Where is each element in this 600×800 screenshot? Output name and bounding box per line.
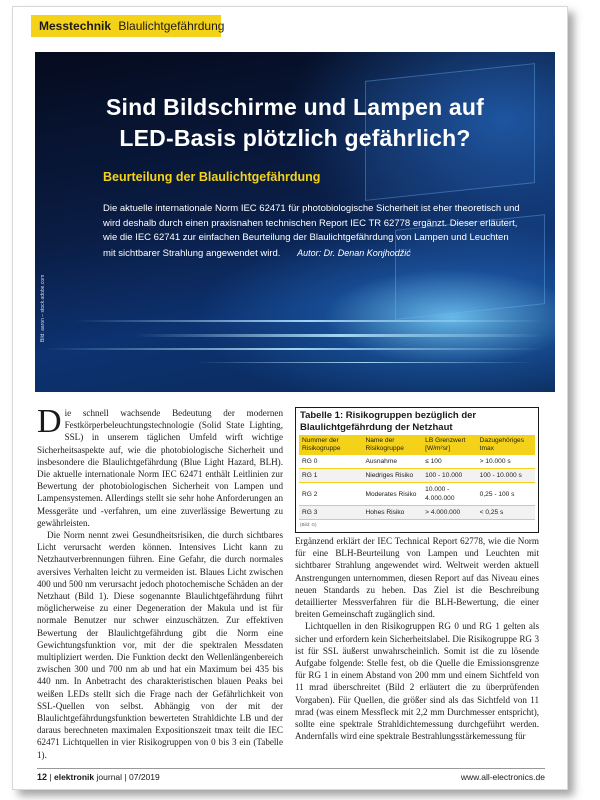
article-author: Autor: Dr. Denan Konjhodžić xyxy=(297,247,411,258)
table-cell: Hohes Risiko xyxy=(362,506,422,520)
column-header: Nummer der Risikogruppe xyxy=(299,435,362,455)
paragraph: Ergänzend erklärt der IEC Technical Report 62778, wie die Norm für eine BLH-Beurteilung von Lampen und Leuchten mit sichtbarer Strahlung angewendet wird. Weltweit werden aktuell Anstrengungen unternommen, diesen Report auf das Niveau eines neuen Standards zu heben. Das Ziel ist die Beschreibung detaillierter Messverfahren für die BLH-Bewertung, die einer breiten Gemeinschaft zugänglich sind. xyxy=(295,536,539,620)
hero-light-streak xyxy=(135,334,545,337)
hero-light-streak xyxy=(45,348,545,350)
table-row xyxy=(299,469,535,483)
section-tab xyxy=(31,15,225,37)
paragraph: Lichtquellen in den Risikogruppen RG 0 und RG 1 gelten als sicher und erfordern kein Sicherheitslabel. Die Risikogruppe RG 3 ist für SSL äußerst unwahrscheinlich. Somit ist die zu lösende Aufgabe folgende: Stelle fest, ob die Quelle die Emissionsgrenze für RG 1 in einem Abstand von 200 mm und einem Sichtfeld von 11 mrad überschreitet (Bild 2 erläutert die zu überprüfenden Vorgaben). Für Quellen, die größer sind als das Sichtfeld von 11 mrad (was einem Messfleck mit 2,2 mm Durchmesser entspricht), sollte eine spektrale Strahldichtemessung durchgeführt werden. Andernfalls wird eine spektrale Bestrahlungsstärkemessung für xyxy=(295,621,539,742)
table-caption: Tabelle 1: Risikogruppen bezüglich der Blaulichtgefährdung der Netzhaut xyxy=(300,410,477,433)
paragraph: Die Norm nennt zwei Gesundheitsrisiken, die durch sichtbares Licht verursacht werden können. Intensives Licht kann zu Netzhautverbrennungen führen. Eine Gefahr, die durch normales aversives Verhalten leicht zu vermeiden ist. Blaues Licht zwischen 400 und 500 nm verursacht jedoch photochemische Schäden an der Netzhaut (Bild 1). Diese sogenannte Blaulichtgefährdung führt möglicherweise zu einer Degeneration der Makula und ist für normale Benutzer nur schwer einzuschätzen. Zur effektiven Bewertung der Blaulichtgefährdung gibt die Norm eine Gewichtungsfunktion vor, mit der die spektralen Messdaten multipliziert werden. Die Funktion deckt den Wellenlängenbereich zwischen 300 und 700 nm ab und hat ein Maximum bei 435 bis 440 nm. In Anbetracht des charakteristischen blauen Peaks bei weißen LEDs stellt sich die Frage nach der Gefährlichkeit von SSL-Quellen von selbst. Abhängig von der mit der Blaulichtgefährdungsfunktion bewerteten Strahldichte LB und der daraus berechneten maximalen Expositionszeit tmax teilt die IEC 62471 Lichtquellen in vier Risikogruppen von 0 bis 3 ein (Tabelle 1). xyxy=(37,530,283,760)
table-cell: RG 3 xyxy=(299,506,362,520)
table-cell: ≤ 100 xyxy=(422,455,476,469)
table-cell: RG 2 xyxy=(299,483,362,506)
table-header-row xyxy=(299,435,535,455)
table-cell: 10.000 - 4.000.000 xyxy=(422,483,476,506)
table-cell: Ausnahme xyxy=(362,455,422,469)
footer-left: 12 | elektronik journal | 07/2019 xyxy=(37,772,160,782)
body-column-left xyxy=(37,403,283,761)
magazine-brand: elektronik xyxy=(53,772,95,782)
paragraph: Die schnell wachsende Bedeutung der modernen Festkörperbeleuchtungstechnologie (Solid State Lighting, SSL) in unserem täglichen Umfeld wirft wichtige Sicherheitsaspekte auf, wie die photobiologische Sicherheit und insbesondere die Blaulichtgefährdung (Blue Light Hazard, BLH). Die aktuelle internationale Norm IEC 62471 enthält Leitlinien zur Bewertung der photobiologischen Sicherheit von Lampen und Lampensystemen. Allerdings stellt sie sehr hohe Anforderungen an Messgeräte und -verfahren, um eine zuverlässige Bewertung zu gewährleisten. xyxy=(37,403,283,528)
table-row xyxy=(299,483,535,506)
table-cell: Moderates Risiko xyxy=(362,483,422,506)
risk-group-table xyxy=(295,407,539,533)
section-topic: Blaulichtgefährdung xyxy=(118,19,225,33)
issue-number: 07/2019 xyxy=(129,772,160,782)
column-header: LB Grenzwert [W/m²sr] xyxy=(422,435,476,455)
table-cell: RG 0 xyxy=(299,455,362,469)
magazine-page xyxy=(12,6,568,790)
image-credit: Bild: aaron – stock.adobe.com xyxy=(40,274,46,342)
table-cell: 0,25 - 100 s xyxy=(477,483,535,506)
section-name: Messtechnik xyxy=(39,19,112,33)
table-cell: RG 1 xyxy=(299,469,362,483)
article-title: Sind Bildschirme und Lampen auf LED-Basis plötzlich gefährlich? xyxy=(105,94,485,151)
table-cell: Niedriges Risiko xyxy=(362,469,422,483)
table xyxy=(299,435,535,520)
article-subtitle: Beurteilung der Blaulichtgefährdung xyxy=(103,170,321,184)
table-cell: > 4.000.000 xyxy=(422,506,476,520)
hero-light-streak xyxy=(195,362,535,363)
column-header: Name der Risikogruppe xyxy=(362,435,422,455)
page-footer xyxy=(37,768,545,784)
table-cell: < 0,25 s xyxy=(477,506,535,520)
table-cell: 100 - 10.000 xyxy=(422,469,476,483)
table-cell: 100 - 10.000 s xyxy=(477,469,535,483)
column-header: Dazugehöriges tmax xyxy=(477,435,535,455)
hero-light-streak xyxy=(75,320,545,322)
website-url[interactable]: www.all-electronics.de xyxy=(460,772,545,782)
hero-image xyxy=(35,52,555,392)
table-row xyxy=(299,506,535,520)
magazine-journal: journal xyxy=(96,772,123,782)
drop-cap: D xyxy=(37,403,62,440)
table-row xyxy=(299,455,535,469)
table-cell: > 10.000 s xyxy=(477,455,535,469)
page-number: 12 xyxy=(37,772,48,782)
table-source: (Bild: G) xyxy=(300,522,317,527)
article-intro: Die aktuelle internationale Norm IEC 62471 für photobiologische Sicherheit ist eher theoretisch und wird deshalb durch einen praxisnahen technischen Report IEC TR 62778 ergänzt. Dieser erläutert, wie die IEC 62741 zur einfachen Beurteilung der Blaulichtgefährdung von Lampen und Leuchten mit sichtbarer Strahlung angewendet wird. Autor: Dr. Denan Konjhodžić xyxy=(103,203,520,259)
body-column-right xyxy=(295,535,539,742)
